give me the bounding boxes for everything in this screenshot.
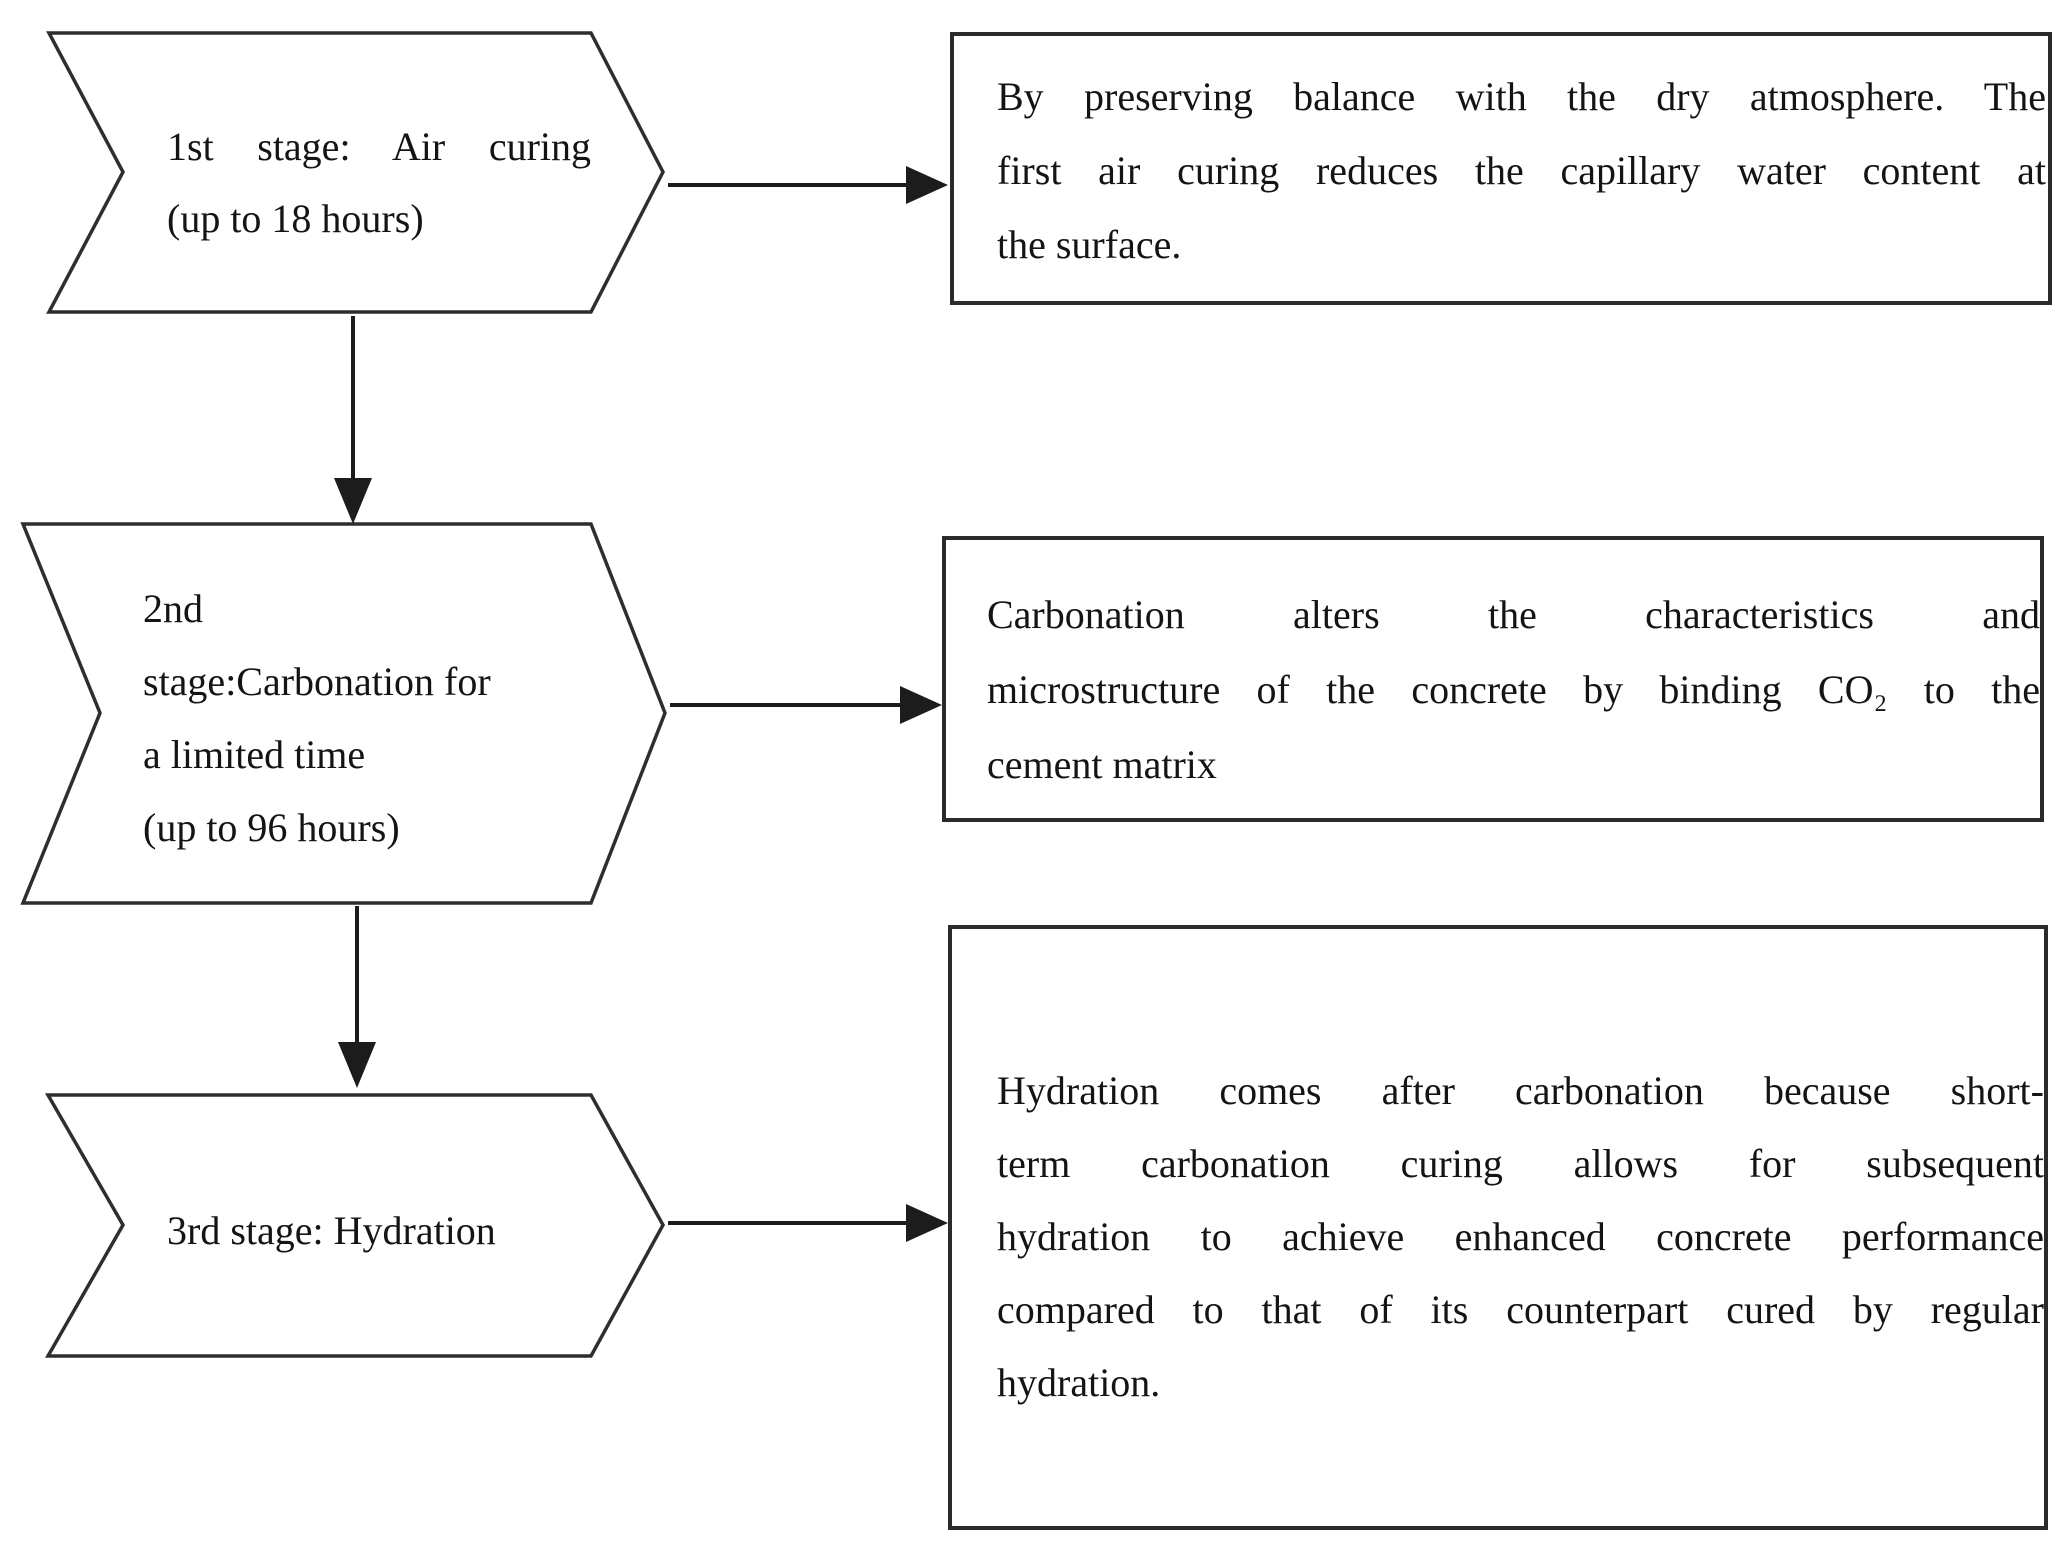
- description-1-line: first air curing reduces the capillary water content at: [997, 148, 2046, 193]
- arrow-down-icon: [334, 316, 372, 524]
- description-3-line: hydration to achieve enhanced concrete performance: [997, 1214, 2044, 1259]
- arrow-right-icon: [668, 166, 948, 204]
- stage-1-label: [167, 111, 591, 255]
- description-2-line: Carbonation alters the characteristics and: [987, 592, 2040, 637]
- description-box-2: [942, 536, 2044, 822]
- arrow-right-icon: [668, 1204, 948, 1242]
- stage-3-label: [167, 1195, 597, 1267]
- stage-2-line: 2nd: [143, 586, 203, 631]
- description-1-line: the surface.: [997, 222, 1182, 267]
- arrow-right-icon: [670, 686, 942, 724]
- description-box-1: [950, 32, 2052, 305]
- stage-2-line: stage:Carbonation for: [143, 659, 491, 704]
- description-3-line: compared to that of its counterpart cured by regular: [997, 1287, 2044, 1332]
- description-2-line: microstructure of the concrete by binding CO₂ to the: [987, 667, 2040, 712]
- stage-1-line: (up to 18 hours): [167, 196, 424, 241]
- description-2-line: cement matrix: [987, 742, 1217, 787]
- description-3-line: hydration.: [997, 1360, 1161, 1405]
- stage-1-line: 1st stage: Air curing: [167, 124, 591, 169]
- stage-2-line: (up to 96 hours): [143, 805, 400, 850]
- description-1-line: By preserving balance with the dry atmosphere. The: [997, 74, 2046, 119]
- description-3-line: term carbonation curing allows for subsequent: [997, 1141, 2044, 1186]
- stage-2-line: a limited time: [143, 732, 366, 777]
- description-box-3: [948, 925, 2048, 1530]
- stage-3-line: 3rd stage: Hydration: [167, 1208, 496, 1253]
- stage-2-label: [143, 572, 590, 864]
- arrow-down-icon: [338, 906, 376, 1088]
- description-3-line: Hydration comes after carbonation because short-: [997, 1068, 2044, 1113]
